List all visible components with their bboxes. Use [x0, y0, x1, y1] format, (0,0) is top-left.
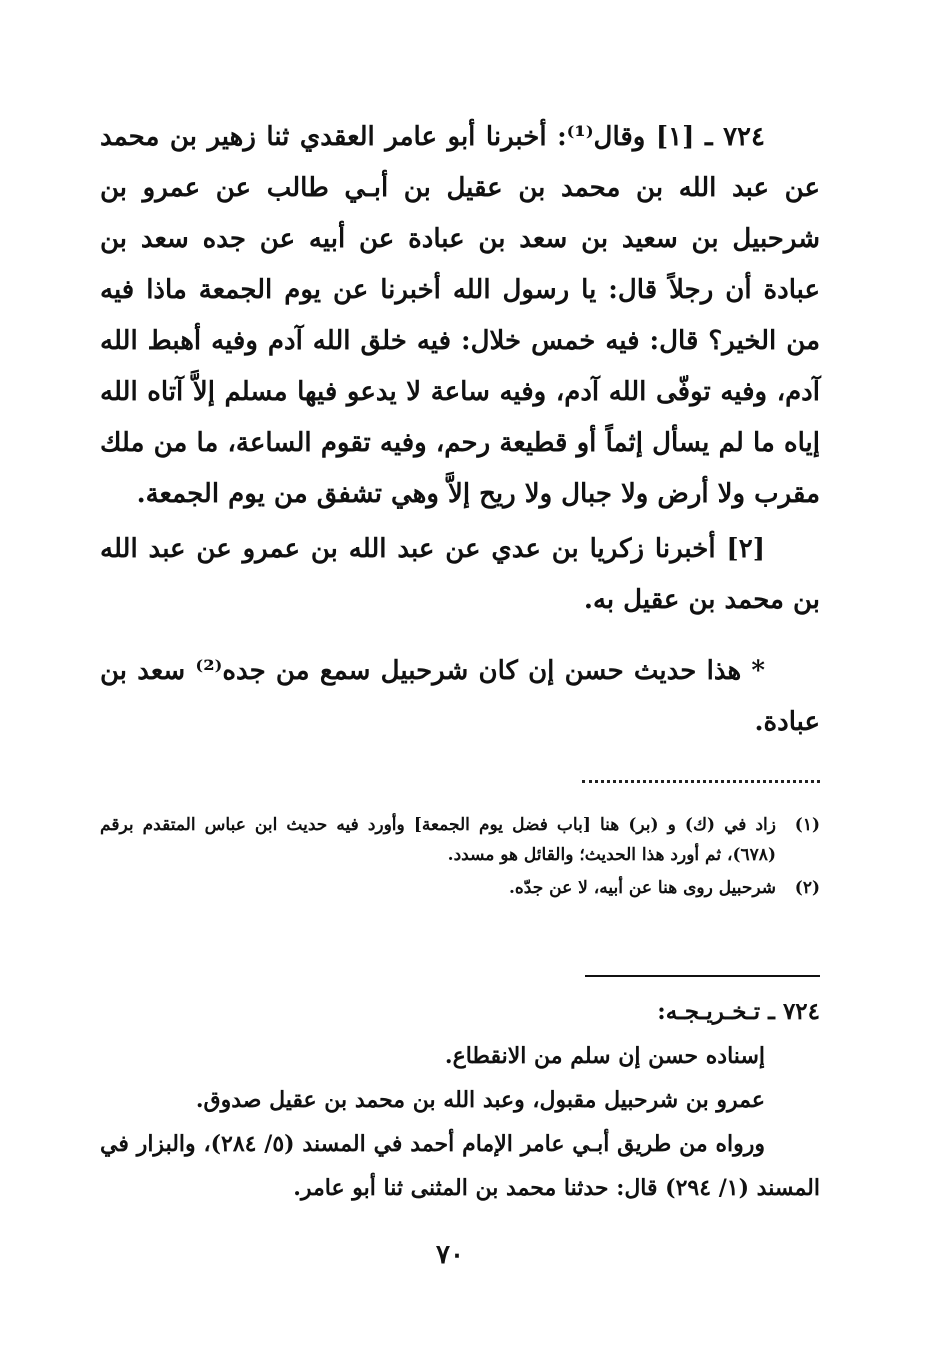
footnote-text: زاد في (ك) و (بر) هنا [باب فضل يوم الجمعة] وأورد فيه حديث ابن عباس المتقدم برقم (٦٧٨)، ثم أورد هذا الحديث؛ والقائل هو مسدد.: [100, 815, 776, 865]
hadith-paragraph-2: [٢] أخبرنا زكريا بن عدي عن عبد الله بن عمرو عن عبد الله بن محمد بن عقيل به.: [100, 534, 820, 615]
footnote-text: شرحبيل روى هنا عن أبيه، لا عن جدّه.: [508, 878, 776, 898]
grading-paragraph: * هذا حديث حسن إن كان شرحبيل سمع من جده⁽²⁾ سعد بن عبادة.: [100, 656, 820, 737]
takhrij-separator: [585, 975, 820, 977]
footnotes: [100, 810, 820, 906]
footnote-separator: [582, 780, 820, 787]
takhrij-line-1: إسناده حسن إن سلم من الانقطاع.: [444, 1043, 765, 1069]
takhrij-section: [100, 990, 820, 1210]
hadith-paragraph-1: ٧٢٤ ـ [١] وقال⁽¹⁾: أخبرنا أبو عامر العقدي ثنا زهير بن محمد عن عبد الله بن محمد بن عقيل بن أبـي طالب عن عمرو بن شرحبيل بن سعيد بن سعد بن عبادة عن أبيه عن جده سعد بن عبادة أن رجلاً قال: يا رسول الله أخبرنا عن يوم الجمعة ماذا فيه من الخير؟ قال: فيه خمس خلال: فيه خلق الله آدم وفيه أهبط الله آدم، وفيه توفّى الله آدم، وفيه ساعة لا يدعو فيها مسلم إلاَّ آتاه الله إياه ما لم يسأل إثماً أو قطيعة رحم، وفيه تقوم الساعة، ما من ملك مقرب ولا أرض ولا جبال ولا ريح إلاَّ وهي تشفق من يوم الجمعة.: [100, 122, 820, 509]
takhrij-line-2: عمرو بن شرحبيل مقبول، وعبد الله بن محمد بن عقيل صدوق.: [195, 1087, 765, 1113]
page-number: ٧٠: [436, 1240, 464, 1270]
footnote-2: [100, 873, 820, 903]
footnote-1: [100, 810, 820, 870]
footnote-number: (٢): [794, 878, 820, 898]
footnote-number: (١): [794, 815, 820, 835]
takhrij-heading: ٧٢٤ ـ تـخـريـجـه:: [657, 998, 820, 1025]
takhrij-line-3: ورواه من طريق أبـي عامر الإمام أحمد في المسند (٥/ ٢٨٤)، والبزار في المسند (١/ ٢٩٤) قال: حدثنا محمد بن المثنى ثنا أبو عامر.: [100, 1131, 820, 1201]
